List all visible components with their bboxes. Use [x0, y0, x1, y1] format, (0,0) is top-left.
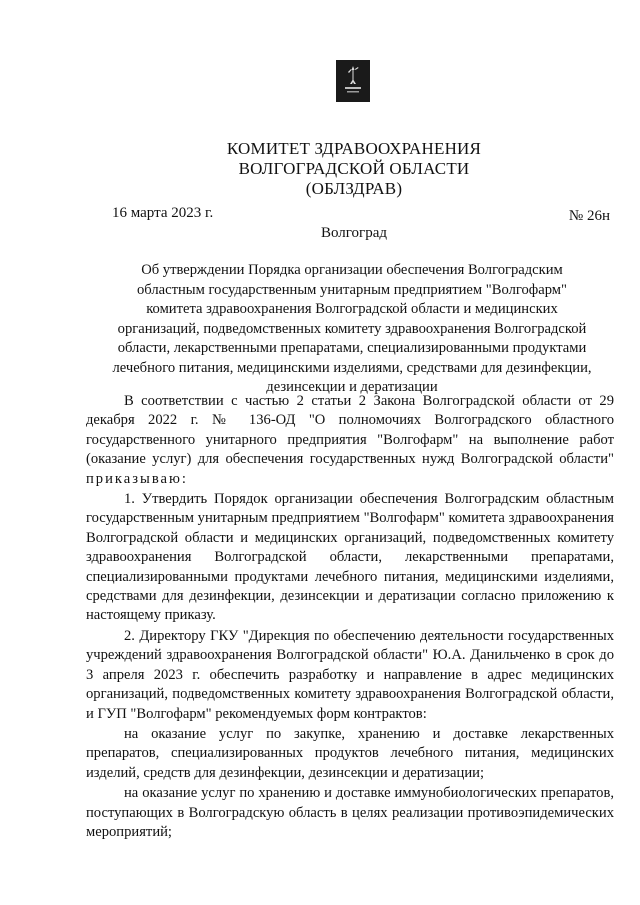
item-1: 1. Утвердить Порядок организации обеспечения Волгоградским областным государственным унитарным предприятием "Волгофарм" комитета здравоохранения Волгоградской области и медицинских организаций, подведомственных комитету здравоохранения Волгоградской области, лекарственными препаратами, специализированными продуктами лечебного питания, медицинскими изделиями, средствами для дезинфекции, дезинсекции и дератизации согласно приложению к настоящему приказу.	[86, 491, 614, 624]
header-line-1: КОМИТЕТ ЗДРАВООХРАНЕНИЯ	[226, 139, 482, 158]
sub-item-2: на оказание услуг по хранению и доставке иммунобиологических препаратов, поступающих в Волгоградскую область в целях реализации противоэпидемических мероприятий;	[86, 785, 614, 840]
coat-of-arms-icon	[336, 60, 370, 102]
document-title: Об утверждении Порядка организации обеспечения Волгоградским областным государственным унитарным предприятием "Волгофарм" комитета здравоохранения Волгоградской области и медицинских организаций, подведомственных комитету здравоохранения Волгоградской области, лекарственными препаратами, специализированными продуктами лечебного питания, медицинскими изделиями, средствами для дезинфекции, дезинсекции и дератизации	[112, 262, 592, 395]
item-2: 2. Директору ГКУ "Дирекция по обеспечению деятельности государственных учреждений здравоохранения Волгоградской области" Ю.А. Данильченко в срок до 3 апреля 2023 г. обеспечить разработку и направление в адрес медицинских организаций, подведомственных комитету здравоохранения Волгоградской области, и ГУП "Волгофарм" рекомендуемых форм контрактов:	[86, 627, 614, 722]
document-body	[86, 392, 614, 843]
sub-item-1: на оказание услуг по закупке, хранению и доставке лекарственных препаратов, специализированных продуктов лечебного питания, медицинских изделий, средств для дезинфекции, дезинсекции и дератизации;	[86, 725, 614, 781]
intro-text: В соответствии с частью 2 статьи 2 Закона Волгоградской области от 29 декабря 2022 г. № 136-ОД "О полномочиях Волгоградского областного государственного унитарного предприятия "Волгофарм" на выполнение работ (оказание услуг) для обеспечения государственных нужд Волгоградской области"	[86, 393, 614, 468]
document-city: Волгоград	[320, 225, 387, 241]
header-line-3: (ОБЛЗДРАВ)	[305, 179, 403, 198]
document-number: № 26н	[568, 208, 610, 224]
ministry-header	[0, 139, 640, 199]
intro-paragraph	[86, 392, 614, 489]
header-line-2: ВОЛГОГРАДСКОЙ ОБЛАСТИ	[238, 159, 470, 178]
document-date: 16 марта 2023 г.	[112, 205, 214, 221]
order-word: приказываю:	[86, 470, 188, 487]
